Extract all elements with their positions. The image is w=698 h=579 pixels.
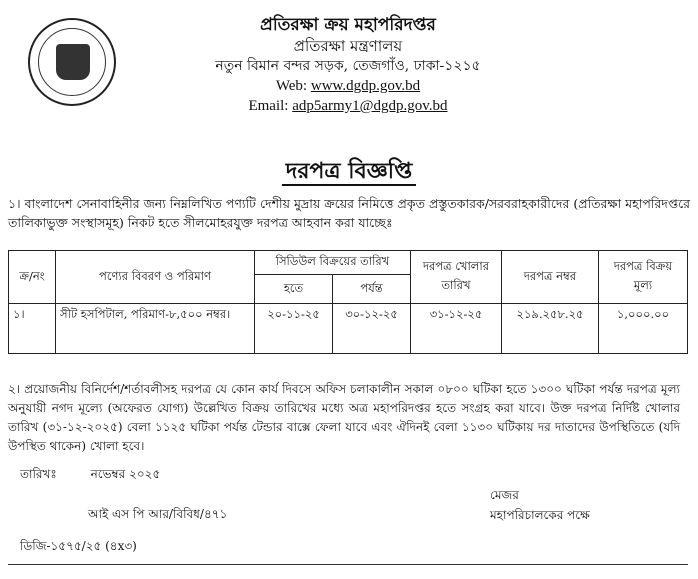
header-tender-no: দরপত্র নম্বর — [502, 251, 599, 304]
letterhead — [128, 14, 568, 116]
dg-code: ডিজি-১৫৭৫/২৫ (৪x৩) — [20, 539, 137, 553]
paragraph-2: ২। প্রয়োজনীয় বিনির্দেশ/শর্তাবলীসহ দরপত্র যে কোন কার্য দিবসে অফিস চলাকালীন সকাল ০৮০০ ঘটিকা হতে ১৩০০ ঘটিকা পর্যন্ত দরপত্র মূল্য অনুযায়ী নগদ মূল্যে (অফেরত যোগ্য) উল্লেখিত বিক্রয় তারিখের মধ্যে অত্র মহাপরিদপ্তর হতে সংগ্রহ করা যাবে। উক্ত দরপত্র নির্দিষ্ট খোলার তারিখ (৩১-১২-২০২৫) বেলা ১১২৫ ঘটিকা পর্যন্ত টেন্ডার বাক্সে ফেলা যাবে এবং ঐদিনই বেলা ১১৩০ ঘটিকায় দর দাতাদের উপস্থিতিতে (যদি উপস্থিত থাকেন) খোলা হবে। — [8, 382, 680, 453]
header-schedule: সিডিউল বিক্রয়ের তারিখ — [255, 251, 411, 275]
cell-price: ১,০০০.০০ — [599, 304, 688, 354]
date-line — [20, 466, 160, 486]
ministry-name: প্রতিরক্ষা মন্ত্রণালয় — [293, 37, 403, 55]
organization-name: প্রতিরক্ষা ক্রয় মহাপরিদপ্তর — [260, 15, 436, 35]
bottom-divider — [8, 564, 688, 565]
email-label: Email: — [248, 98, 289, 114]
header-opening: দরপত্র খোলার তারিখ — [411, 251, 502, 304]
signature-on-behalf: মহাপরিচালকের পক্ষে — [490, 508, 590, 522]
dgdp-seal-icon — [28, 18, 116, 106]
cell-serial: ১। — [9, 304, 56, 354]
cell-item: সীট হসপিটাল, পরিমাণ-৮,৫০০ নম্বর। — [56, 304, 255, 354]
office-address: নতুন বিমান বন্দর সড়ক, তেজগাঁও, ঢাকা-১২১৫ — [215, 58, 481, 74]
tender-notice-page — [8, 4, 690, 575]
signature-block — [490, 485, 590, 525]
header-to: পর্যন্ত — [332, 275, 410, 304]
header-price: দরপত্র বিক্রয় মূল্য — [599, 251, 688, 304]
web-link[interactable]: www.dgdp.gov.bd — [310, 78, 421, 94]
cell-opening: ৩১-১২-২৫ — [411, 304, 502, 354]
cell-to: ৩০-১২-২৫ — [332, 304, 410, 354]
tender-table — [8, 250, 688, 354]
email-line — [128, 96, 568, 116]
web-line — [128, 76, 568, 96]
header-serial: ক্র/নং — [9, 251, 56, 304]
paragraph-1: ১। বাংলাদেশ সেনাবাহিনীর জন্য নিম্নলিখিত পণ্যটি দেশীয় মুদ্রায় ক্রয়ের নিমিত্তে প্রকৃত প্রস্তুতকারক/সরবরাহকারীদের (প্রতিরক্ষা মহাপরিদপ্তরে তালিকাভুক্ত সংস্থাসমূহ) নিকট হতে সীলমোহরযুক্ত দরপত্র আহবান করা যাচ্ছেঃ — [8, 196, 690, 230]
reference-number: আই এস পি আর/বিবিধ/৪৭১ — [88, 507, 228, 521]
cell-from: ২০-১১-২৫ — [255, 304, 333, 354]
header-from: হতে — [255, 275, 333, 304]
cell-tender-no: ২১৯.২৫৮.২৫ — [502, 304, 599, 354]
signature-rank: মেজর — [490, 488, 519, 502]
table-row — [9, 304, 688, 354]
seal-emblem — [56, 44, 90, 80]
notice-title-wrap — [8, 154, 690, 191]
web-label: Web: — [275, 78, 308, 94]
date-value: নভেম্বর ২০২৫ — [90, 467, 161, 481]
table-header-row — [9, 251, 688, 275]
date-label: তারিখঃ — [20, 467, 57, 481]
header-item: পণ্যের বিবরণ ও পরিমাণ — [56, 251, 255, 304]
notice-title: দরপত্র বিজ্ঞপ্তি — [282, 158, 416, 186]
email-link[interactable]: adp5army1@dgdp.gov.bd — [292, 98, 448, 114]
